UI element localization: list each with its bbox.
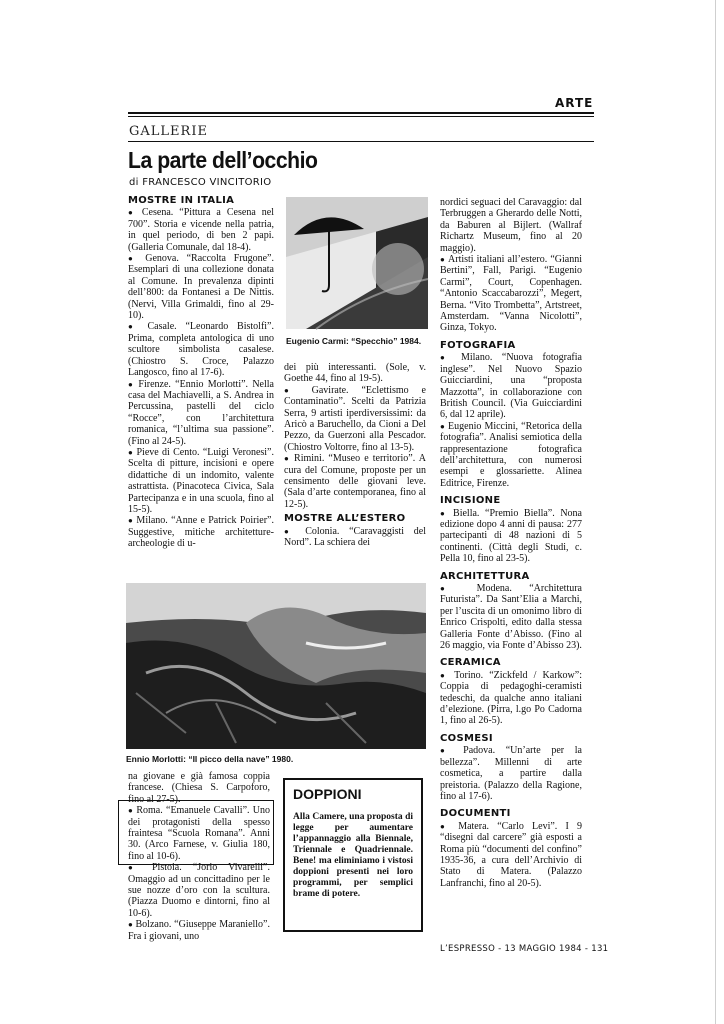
painting-artwork	[126, 583, 426, 749]
doppioni-box	[283, 778, 423, 932]
heading-incisione: INCISIONE	[440, 495, 501, 507]
list-item: ● Cesena. “Pittura a Cesena nel 700”. Storia e vicende nella patria, in quel periodo, di ben 2 papi. (Galleria Comunale, dal 18-4).	[128, 207, 274, 253]
list-item: ● Eugenio Miccini, “Retorica della fotografia”. Analisi semiotica della rappresentazione fotografica dell’architettura, con numerosi esempi e glossariette. Alinea Editrice, Firenze.	[440, 421, 582, 489]
scan-edge	[715, 0, 716, 1024]
byline: di FRANCESCO VINCITORIO	[129, 177, 272, 188]
column-1b-intro: na giovane e già famosa coppia francese. (Chiesa S. Carpoforo, fino al 27-5).	[128, 771, 270, 805]
photo-carmi-caption: Eugenio Carmi: “Specchio” 1984.	[286, 336, 422, 346]
heading-cosmesi: COSMESI	[440, 732, 493, 744]
page-footer: L’ESPRESSO - 13 MAGGIO 1984 - 131	[440, 944, 609, 954]
list-item: ● Padova. “Un’arte per la bellezza”. Millenni di arte cosmetica, a partire dalla preistoria. (Palazzo della Ragione, fino al 17-6).	[440, 745, 582, 802]
list-item: ● Biella. “Premio Biella”. Nona edizione dopo 4 anni di pausa: 277 partecipanti di 48 nazioni di 5 continenti. (Città degli Studi, c. Pella 10, fino al 23-5).	[440, 508, 582, 565]
list-item: ● Bolzano. “Giuseppe Maraniello”. Fra i giovani, uno	[128, 919, 270, 942]
list-item: ● Colonia. “Caravaggisti del Nord”. La schiera dei	[284, 526, 426, 549]
list-item: ● Gavirate. “Eclettismo e Contaminatio”. Scelti da Patrizia Serra, 9 artisti iperdiversissimi: da Aricò a Baruchello, da Cioni a Del Pezzo, da Guerzoni alla Pescador. (Chiostro Voltorre, fino al 13-5).	[284, 385, 426, 453]
column-2	[284, 362, 426, 572]
column-2-intro: dei più interessanti. (Sole, v. Goethe 44, fino al 19-5).	[284, 362, 426, 385]
doppioni-heading: DOPPIONI	[293, 786, 362, 802]
list-item: ● Roma. “Emanuele Cavalli”. Uno dei protagonisti della spesso fraintesa “Scuola Romana”. Anni 30. (Arco Farnese, v. Giulia 180, fino al 10-6).	[128, 805, 270, 862]
list-item: ● Torino. “Zickfeld / Karkow”: Coppia di pedagoghi-ceramisti tedeschi, da qualche anno italiani d’elezione. (Pirra, l.go Po Cadorna 1, fino al 26-5).	[440, 670, 582, 727]
list-item: ● Milano. “Anne e Patrick Poirier”. Suggestive, mitiche architetture-archeologie di u-	[128, 515, 274, 549]
heading-ceramica: CERAMICA	[440, 657, 501, 669]
column-1	[128, 195, 274, 571]
column-3-intro: nordici seguaci del Caravaggio: dal Terbruggen a Gherardo delle Notti, da Baburen al Bijlert. (Wallraf Richartz Museum, fino al 20 maggio).	[440, 197, 582, 254]
photo-carmi	[286, 197, 428, 329]
column-2-heading-abroad: MOSTRE ALL’ESTERO	[284, 513, 406, 525]
list-item: ● Milano. “Nuova fotografia inglese”. Nel Nuovo Spazio Guicciardini, una “proposta Mazzotta”, in collaborazione con British Council. (Via Guicciardini 6, dal 12 aprile).	[440, 352, 582, 420]
column-3	[440, 197, 582, 937]
rubric: GALLERIE	[129, 124, 208, 139]
header-rule	[128, 112, 594, 114]
highlight-box	[118, 800, 274, 865]
list-item: ● Rimini. “Museo e territorio”. A cura del Comune, proposte per un censimento delle giovani leve. (Sala d’arte contemporanea, fino al 12-5).	[284, 453, 426, 510]
list-item: ● Pistoia. “Jorio Vivarelli”. Omaggio ad un concittadino per le sue nozze d’oro con la scultura. (Piazza Duomo e dintorni, fino al 10-6).	[128, 862, 270, 919]
section-label: ARTE	[555, 96, 594, 110]
list-item: ● Modena. “Architettura Futurista”. Da Sant’Elia a Marchi, per l’uscita di un omonimo libro di Enrico Crispolti, edito dalla stessa Galleria Fonte d’Abisso. (Fino al 26 maggio, via Fonte d’Abisso 23).	[440, 583, 582, 651]
column-1-heading: MOSTRE IN ITALIA	[128, 195, 235, 206]
list-item: ● Artisti italiani all’estero. “Gianni Bertini”, Fall, Parigi. “Eugenio Carmi”, Court, Copenhagen. “Antonio Scaccabarozzi”, Megert, Berna. “Vito Trombetta”, Artstreet, Amsterdam. “Vanna Nicolotti”, Ginza, Tokyo.	[440, 254, 582, 334]
doppioni-text: Alla Camere, una proposta di legge per aumentare l’appannaggio alla Biennale, Triennale e Quadriennale. Bene! ma eliminiamo i vistosi doppioni presenti nei loro programmi, per semplici brame di potere.	[293, 812, 413, 899]
rubric-rule	[128, 141, 594, 142]
list-item: ● Matera. “Carlo Levi”. I 9 “disegni dal carcere” già esposti a Roma più “documenti del confino” 1935-36, a cura dell’Archivio di Stato di Matera. (Palazzo Lanfranchi, fino al 20-5).	[440, 821, 582, 889]
header-rule-thin	[128, 116, 594, 117]
umbrella-artwork	[286, 197, 428, 329]
heading-fotografia: FOTOGRAFIA	[440, 339, 516, 351]
photo-morlotti-caption: Ennio Morlotti: “Il picco della nave” 1980.	[126, 754, 294, 764]
list-item: ● Genova. “Raccolta Frugone”. Esemplari di una collezione donata al Comune. In prevalenza dipinti dell’800: da Fontanesi a De Nittis. (Nervi, Villa Grimaldi, fino al 29-10).	[128, 253, 274, 321]
heading-architettura: ARCHITETTURA	[440, 570, 530, 582]
list-item: ● Pieve di Cento. “Luigi Veronesi”. Scelta di pitture, incisioni e opere didattiche di un indomito, valente astrattista. (Pinacoteca Civica, Sala Partecipanza e in una scuola, fino al 15-5).	[128, 447, 274, 515]
photo-morlotti	[126, 583, 426, 749]
list-item: ● Firenze. “Ennio Morlotti”. Nella casa del Machiavelli, a S. Andrea in Percussina, pastelli del ciclo “Rocce”, con l’architettura romanica, “l’ultima sua passione”. (Fino al 24-5).	[128, 379, 274, 447]
article-title: La parte dell’occhio	[128, 147, 318, 173]
heading-documenti: DOCUMENTI	[440, 808, 511, 820]
list-item: ● Casale. “Leonardo Bistolfi”. Prima, completa antologica di uno scultore simbolista casalese. (Chiostro S. Croce, Palazzo Langosco, fino al 17-6).	[128, 321, 274, 378]
